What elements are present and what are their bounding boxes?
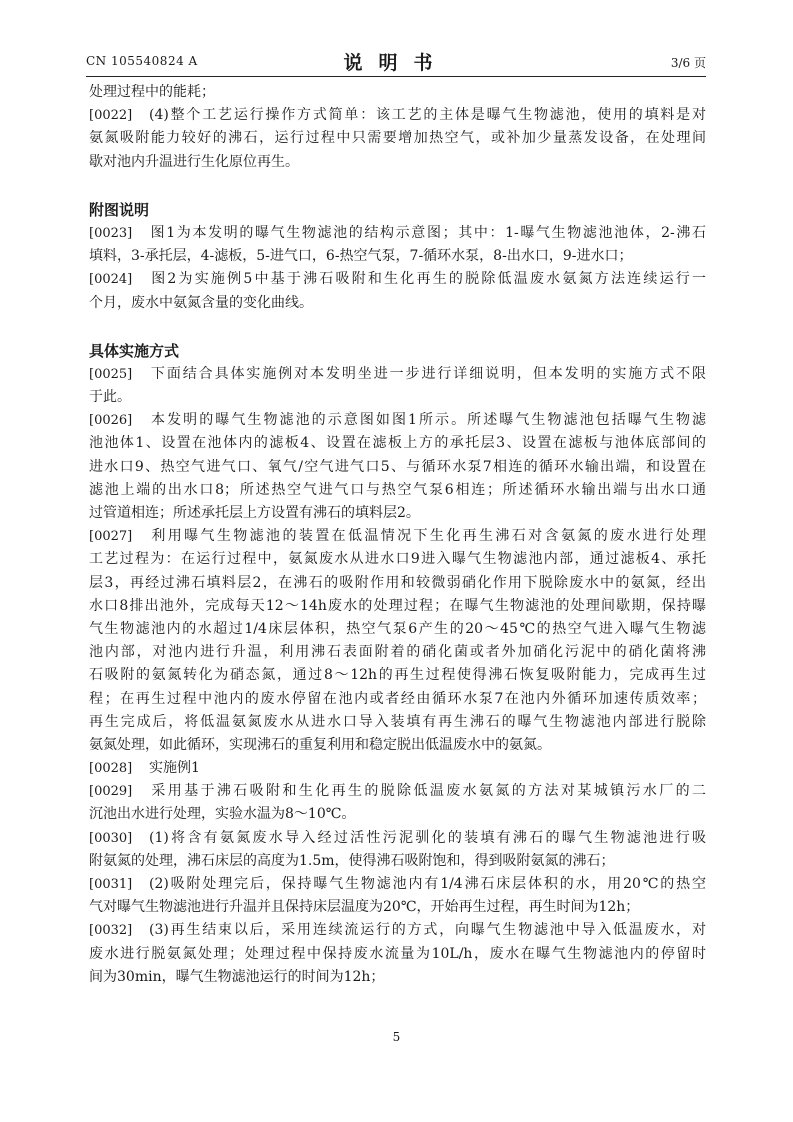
text-line: 滤池上端的出水口8；所述热空气进气口与热空气泵6相连；所述循环水输出端与出水口通 xyxy=(89,481,706,498)
paragraph-0030-line: [0030] (1)将含有氨氮废水导入经过活性污泥驯化的装填有沸石的曝气生物滤池进行吸 xyxy=(89,827,706,850)
text-line: 进水口9、热空气进气口、氧气/空气进气口5、与循环水泵7相连的循环水输出端，和设置在 xyxy=(89,458,706,475)
page-number: 5 xyxy=(392,1030,401,1044)
paragraph-number: [0025] xyxy=(89,366,133,382)
paragraph-0025-line: [0025] 下面结合具体实施例对本发明坐进一步进行详细说明，但本发明的实施方式不限 xyxy=(89,363,706,386)
paragraph-number: [0031] xyxy=(89,877,133,892)
text-line: 氨氮处理，如此循环，实现沸石的重复利用和稳定脱出低温废水中的氨氮。 xyxy=(89,736,551,753)
paragraph-number: [0032] xyxy=(89,923,133,939)
patent-number: CN 105540824 A xyxy=(86,54,198,68)
text-line: 附氨氮的处理，沸石床层的高度为1.5m，使得沸石吸附饱和，得到吸附氨氮的沸石； xyxy=(89,852,615,869)
text-line: 石吸附的氨氮转化为硝态氮，通过8～12h的再生过程使得沸石恢复吸附能力，完成再生过 xyxy=(89,667,706,684)
paragraph-number: [0030] xyxy=(89,830,133,846)
paragraph-0027-line: [0027] 利用曝气生物滤池的装置在低温情况下生化再生沸石对含氨氮的废水进行处理 xyxy=(89,525,706,548)
paragraph-number: [0027] xyxy=(89,529,133,545)
paragraph-number: [0023] xyxy=(89,225,133,241)
text-line: 间为30min，曝气生物滤池运行的时间为12h； xyxy=(89,968,385,985)
paragraph-number: [0028] xyxy=(89,761,133,777)
text-line: 工艺过程为：在运行过程中，氨氮废水从进水口9进入曝气生物滤池内部，通过滤板4、承托 xyxy=(89,551,706,568)
text-line: 歇对池内升温进行生化原位再生。 xyxy=(89,153,299,170)
paragraph-number: [0024] xyxy=(89,272,133,288)
paragraph-0026-line: [0026] 本发明的曝气生物滤池的示意图如图1所示。所述曝气生物滤池包括曝气生物滤 xyxy=(89,409,706,432)
paragraph-number: [0026] xyxy=(89,413,133,429)
text-line: 池内部，对池内进行升温，利用沸石表面附着的硝化菌或者外加硝化污泥中的硝化菌将沸 xyxy=(89,644,706,661)
page-header xyxy=(86,48,706,74)
text-line: 水口8排出池外，完成每天12～14h废水的处理过程；在曝气生物滤池的处理间歇期，保持曝 xyxy=(89,597,706,614)
text-line: 于此。 xyxy=(89,389,131,406)
text-line: 气对曝气生物滤池进行升温并且保持床层温度为20℃，开始再生过程，再生时间为12h； xyxy=(89,899,640,916)
text-line: 层3，再经过沸石填料层2，在沸石的吸附作用和较微弱硝化作用下脱除废水中的氨氮，经出 xyxy=(89,574,706,591)
paragraph-0032-line: [0032] (3)再生结束以后，采用连续流运行的方式，向曝气生物滤池中导入低温废水，对 xyxy=(89,919,706,942)
paragraph-0022-line: [0022] (4)整个工艺运行操作方式简单：该工艺的主体是曝气生物滤池，使用的填料是对 xyxy=(89,104,706,127)
text-line: 废水进行脱氨氮处理；处理过程中保持废水流量为10L/h，废水在曝气生物滤池内的停留时 xyxy=(89,945,706,962)
text-line: 填料，3-承托层，4-滤板，5-进气口，6-热空气泵，7-循环水泵，8-出水口，9-进水口； xyxy=(89,248,633,265)
section-heading-figures: 附图说明 xyxy=(89,200,150,219)
text-line: 处理过程中的能耗； xyxy=(89,84,215,100)
paragraph-0029-line: [0029] 采用基于沸石吸附和生化再生的脱除低温废水氨氮的方法对某城镇污水厂的二 xyxy=(89,780,706,803)
paragraph-0023-line: [0023] 图1为本发明的曝气生物滤池的结构示意图；其中：1-曝气生物滤池池体，2-沸石 xyxy=(89,222,706,245)
text-line: 再生完成后，将低温氨氮废水从进水口导入装填有再生沸石的曝气生物滤池内部进行脱除 xyxy=(89,713,706,730)
paragraph-number: [0022] xyxy=(89,108,133,124)
header-rule xyxy=(86,76,706,77)
text-line: 沉池出水进行处理，实验水温为8～10℃。 xyxy=(89,806,356,823)
text-line: 气生物滤池内的水超过1/4床层体积，热空气泵6产生的20～45℃的热空气进入曝气生物滤 xyxy=(89,620,706,637)
paragraph-0028-line: [0028] 实施例1 xyxy=(89,757,706,780)
text-line: 池池体1、设置在池体内的滤板4、设置在滤板上方的承托层3、设置在滤板与池体底部间的 xyxy=(89,435,706,452)
section-heading-embodiments: 具体实施方式 xyxy=(89,341,180,360)
paragraph-0024-line: [0024] 图2为实施例5中基于沸石吸附和生化再生的脱除低温废水氨氮方法连续运行一 xyxy=(89,268,706,291)
text-line: 氨氮吸附能力较好的沸石，运行过程中只需要增加热空气，或补加少量蒸发设备，在处理间 xyxy=(89,130,706,147)
paragraph-number: [0029] xyxy=(89,784,133,800)
text-line: 个月，废水中氨氮含量的变化曲线。 xyxy=(89,294,313,311)
document-body xyxy=(89,81,706,989)
text-line: 过管道相连；所述承托层上方设置有沸石的填料层2。 xyxy=(89,505,420,521)
page-fraction: 3/6 页 xyxy=(670,56,706,70)
paragraph-0031-line: [0031] (2)吸附处理完后，保持曝气生物滤池内有1/4沸石床层体积的水，用20℃的热空 xyxy=(89,873,706,896)
document-title: 说明书 xyxy=(343,52,449,74)
text-line: 程；在再生过程中池内的废水停留在池内或者经由循环水泵7在池内外循环加速传质效率； xyxy=(89,690,706,707)
